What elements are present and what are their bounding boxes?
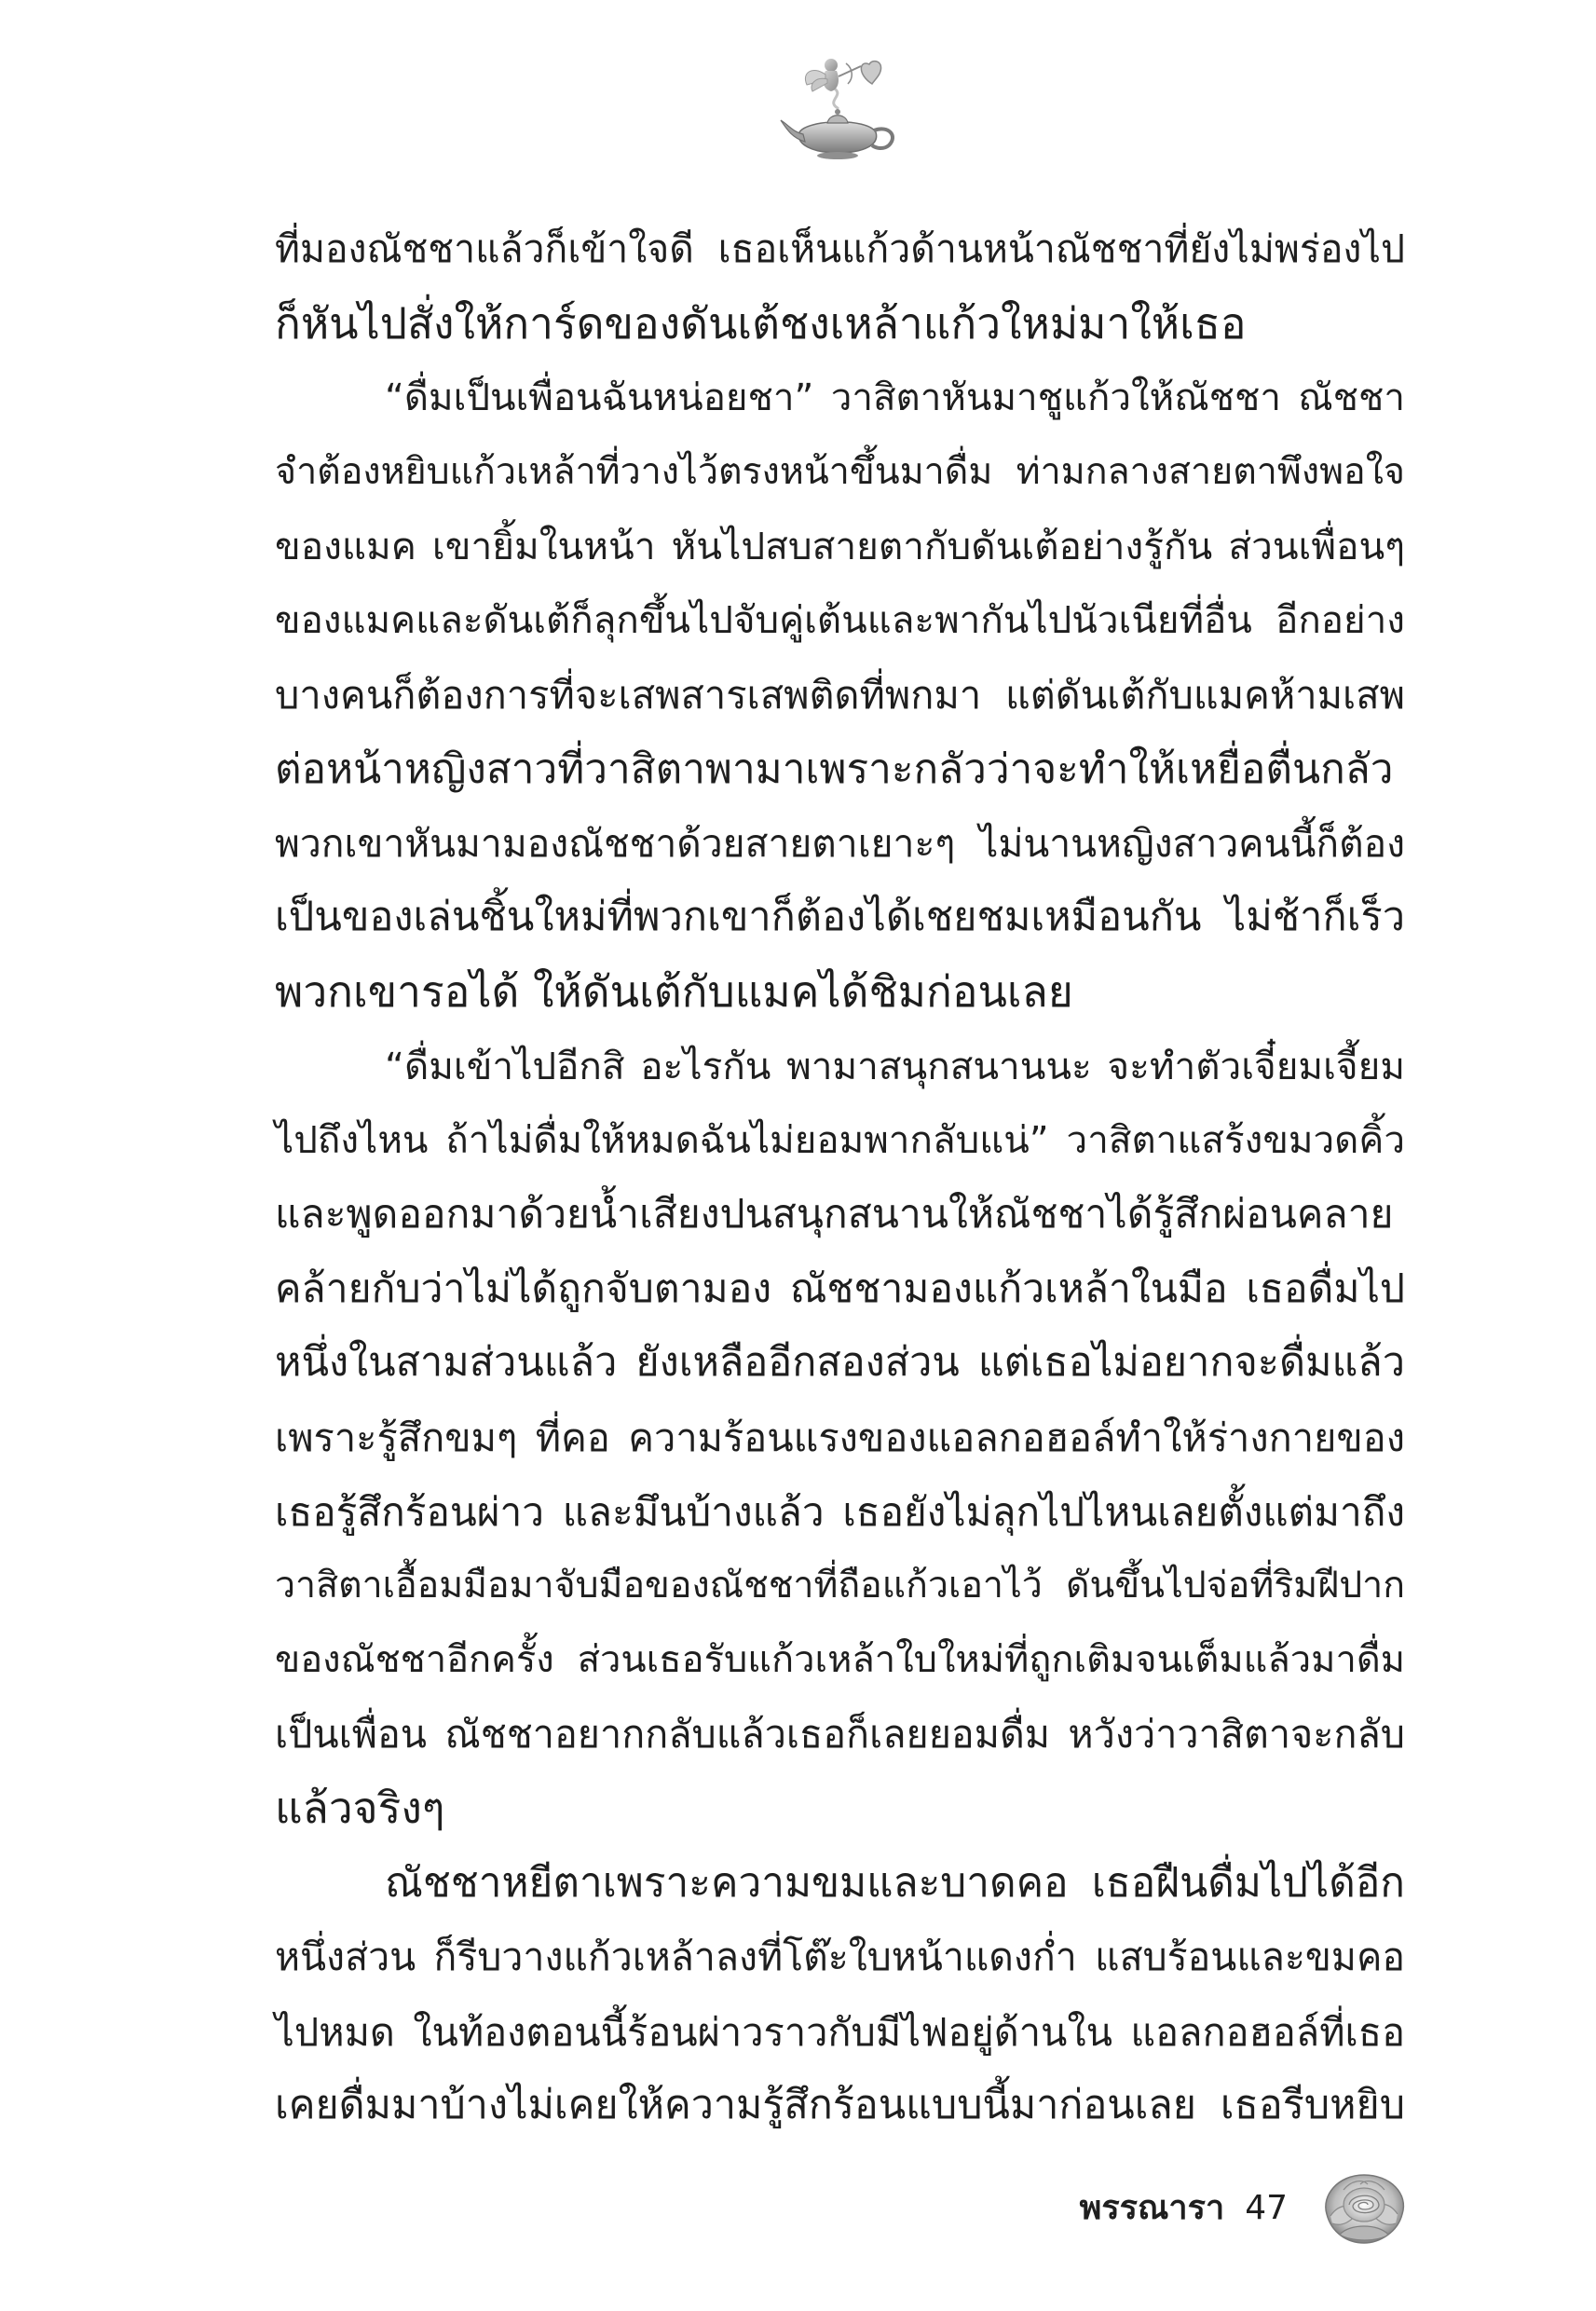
line-text: ของแมคและดันเต้ก็ลุกขึ้นไปจับคู่เต้นและพากันไปนัวเนียที่อื่น อีกอย่าง [275, 598, 1405, 643]
page-footer [1080, 2181, 1288, 2236]
text-line [275, 510, 1405, 584]
text-line [275, 1995, 1405, 2070]
text-line [275, 1326, 1405, 1401]
text-line [275, 1549, 1405, 1623]
line-text: ที่มองณัชชาแล้วก็เข้าใจดี เธอเห็นแก้วด้านหน้าณัชชาที่ยังไม่พร่องไป [275, 226, 1405, 271]
text-line [385, 1030, 1405, 1104]
text-line [275, 1475, 1405, 1550]
genie-lamp-cupid-icon [779, 54, 900, 161]
line-text: คล้ายกับว่าไม่ได้ถูกจับตามอง ณัชชามองแก้วเหล้าในมือ เธอดื่มไป [275, 1265, 1405, 1312]
line-text: “ดื่มเป็นเพื่อนฉันหน่อยชา” วาสิตาหันมาชูแก้วให้ณัชชา ณัชชา [385, 376, 1405, 420]
rose-icon [1321, 2167, 1407, 2246]
text-line [275, 1921, 1405, 1995]
line-text: เป็นเพื่อน ณัชชาอยากกลับแล้วเธอก็เลยยอมดื่ม หวังว่าวาสิตาจะกลับ [275, 1711, 1405, 1757]
page-number: 47 [1245, 2189, 1288, 2227]
line-text: จำต้องหยิบแก้วเหล้าที่วางไว้ตรงหน้าขึ้นมาดื่ม ท่ามกลางสายตาพึงพอใจ [275, 450, 1405, 494]
line-text: บางคนก็ต้องการที่จะเสพสารเสพติดที่พกมา แต่ดันเต้กับแมคห้ามเสพ [275, 672, 1405, 718]
book-title: พรรณารา [1079, 2189, 1225, 2227]
text-line [275, 658, 1405, 732]
line-text: ก็หันไปสั่งให้การ์ดของดันเต้ชงเหล้าแก้วใหม่มาให้เธอ [275, 297, 1247, 349]
line-text: พวกเขาหันมามองณัชชาด้วยสายตาเยาะๆ ไม่นานหญิงสาวคนนี้ก็ต้อง [275, 820, 1405, 866]
text-line [275, 807, 1405, 882]
line-text: ของณัชชาอีกครั้ง ส่วนเธอรับแก้วเหล้าใบใหม่ที่ถูกเติมจนเต็มแล้วมาดื่ม [275, 1638, 1405, 1682]
line-text: ต่อหน้าหญิงสาวที่วาสิตาพามาเพราะกลัวว่าจะทำให้เหยื่อตื่นกลัว [275, 745, 1394, 793]
text-line [275, 2069, 1405, 2143]
line-text: เพราะรู้สึกขมๆ ที่คอ ความร้อนแรงของแอลกอฮอล์ทำให้ร่างกายของ [275, 1415, 1405, 1460]
text-line [275, 287, 1405, 362]
text-line [275, 1623, 1405, 1698]
line-text: “ดื่มเข้าไปอีกสิ อะไรกัน พามาสนุกสนานนะ จะทำตัวเจี๋ยมเจี้ยม [385, 1043, 1405, 1088]
text-line [275, 435, 1405, 510]
line-text: เป็นของเล่นชิ้นใหม่ที่พวกเขาก็ต้องได้เชยชมเหมือนกัน ไม่ช้าก็เร็ว [275, 894, 1405, 941]
text-line [275, 583, 1405, 658]
paragraph [275, 361, 1405, 1029]
paragraph [275, 1030, 1405, 1847]
line-text: เธอรู้สึกร้อนผ่าว และมึนบ้างแล้ว เธอยังไม่ลุกไปไหนเลยตั้งแต่มาถึง [275, 1488, 1405, 1535]
text-line [275, 1771, 1405, 1846]
line-text: หนึ่งในสามส่วนแล้ว ยังเหลืออีกสองส่วน แต่เธอไม่อยากจะดื่มแล้ว [275, 1339, 1405, 1387]
text-line [275, 1252, 1405, 1327]
text-line [275, 955, 1405, 1030]
paragraph [275, 1846, 1405, 2143]
text-line [275, 881, 1405, 955]
text-line [385, 361, 1405, 435]
text-line [275, 1698, 1405, 1772]
text-line [275, 212, 1405, 287]
line-text: แล้วจริงๆ [275, 1783, 445, 1834]
paragraph-continued [275, 212, 1405, 361]
text-line [385, 1846, 1405, 1921]
line-text: เคยดื่มมาบ้างไม่เคยให้ความรู้สึกร้อนแบบนี้มาก่อนเลย เธอรีบหยิบ [275, 2082, 1405, 2129]
text-line [275, 1401, 1405, 1475]
line-text: ของแมค เขายิ้มในหน้า หันไปสบสายตากับดันเต้อย่างรู้กัน ส่วนเพื่อนๆ [275, 523, 1405, 568]
line-text: พวกเขารอได้ ให้ดันเต้กับแมคได้ชิมก่อนเลย [275, 965, 1073, 1017]
line-text: หนึ่งส่วน ก็รีบวางแก้วเหล้าลงที่โต๊ะใบหน้าแดงก่ำ แสบร้อนและขมคอ [275, 1934, 1405, 1979]
text-line [275, 1103, 1405, 1178]
line-text: ไปหมด ในท้องตอนนี้ร้อนผ่าวราวกับมีไฟอยู่ด้านใน แอลกอฮอล์ที่เธอ [275, 2008, 1405, 2055]
text-line [275, 732, 1405, 807]
line-text: ไปถึงไหน ถ้าไม่ดื่มให้หมดฉันไม่ยอมพากลับแน่” วาสิตาแสร้งขมวดคิ้ว [275, 1118, 1405, 1163]
line-text: ณัชชาหยีตาเพราะความขมและบาดคอ เธอฝืนดื่มไปได้อีก [385, 1859, 1405, 1908]
line-text: วาสิตาเอื้อมมือมาจับมือของณัชชาที่ถือแก้วเอาไว้ ดันขึ้นไปจ่อที่ริมฝีปาก [275, 1565, 1405, 1607]
line-text: และพูดออกมาด้วยน้ำเสียงปนสนุกสนานให้ณัชชาได้รู้สึกผ่อนคลาย [275, 1190, 1394, 1238]
text-line [275, 1178, 1405, 1252]
body-text [275, 212, 1405, 2143]
